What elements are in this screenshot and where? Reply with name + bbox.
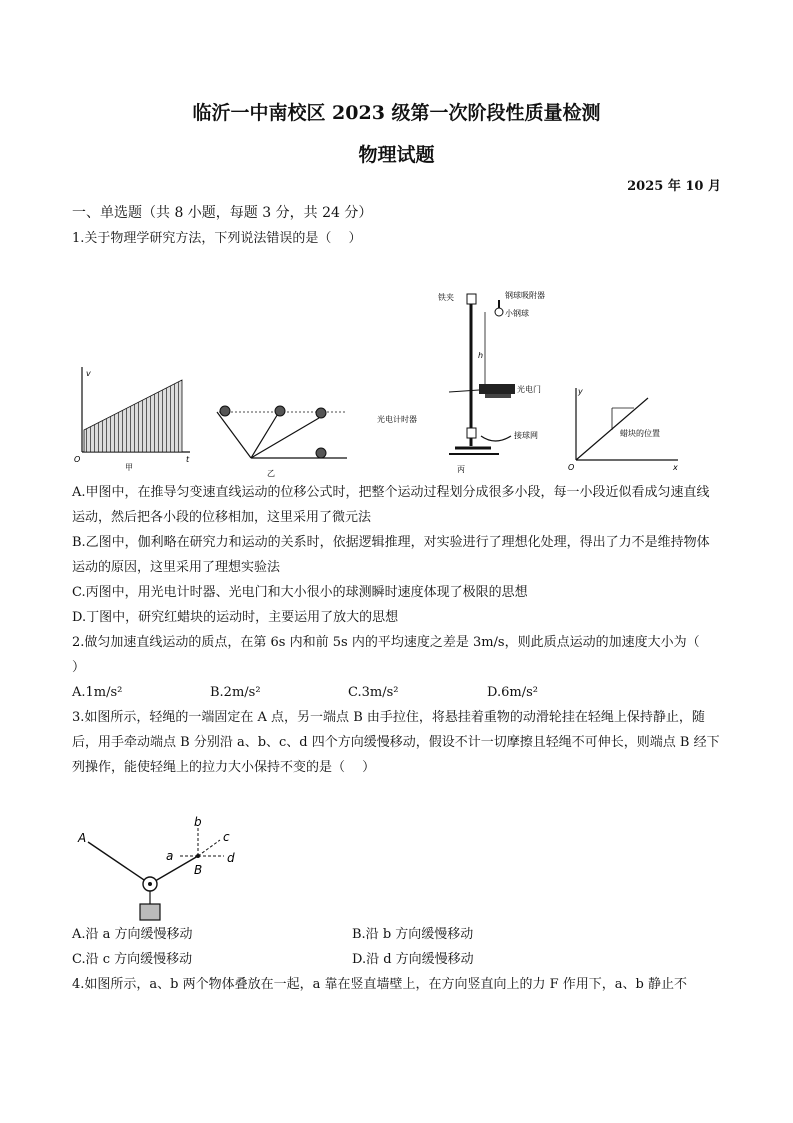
bing-xiaogangqiu: 小钢球 xyxy=(505,309,529,318)
jia-axis-t: t xyxy=(186,455,190,464)
bing-h: h xyxy=(478,351,484,360)
q1-option-a: A.甲图中，在推导匀变速直线运动的位移公式时，把整个运动过程划分成很多小段，每一小段近似看成匀速直线运动，然后把各小段的位移相加，这里采用了微元法 xyxy=(72,485,710,525)
ding-weizhi: 蜡块的位置 xyxy=(620,429,660,438)
ding-axis-x: x xyxy=(673,463,678,472)
q3-option-b: B.沿 b 方向缓慢移动 xyxy=(352,927,474,942)
jia-origin: O xyxy=(74,455,81,464)
q3-option-d: D.沿 d 方向缓慢移动 xyxy=(352,952,474,967)
exam-subtitle: 物理试题 xyxy=(358,144,435,166)
ding-axis-y: y xyxy=(578,387,583,396)
bing-jishiqi: 光电计时器 xyxy=(377,415,417,424)
q3-figure-pulley xyxy=(70,812,245,924)
q1-option-d: D.丁图中，研究红蜡块的运动时，主要运用了放大的思想 xyxy=(72,610,399,625)
jia-axis-v: v xyxy=(86,369,91,378)
q3-option-c: C.沿 c 方向缓慢移动 xyxy=(72,952,193,967)
q3-option-a: A.沿 a 方向缓慢移动 xyxy=(72,927,193,942)
q2-option-d: D.6m/s² xyxy=(487,685,538,700)
exam-title: 临沂一中南校区 2023 级第一次阶段性质量检测 xyxy=(192,102,601,124)
bing-tiejia: 铁夹 xyxy=(438,293,454,302)
section-heading: 一、单选题（共 8 小题，每题 3 分，共 24 分） xyxy=(72,205,373,221)
q3-label-dir-a: a xyxy=(166,849,174,863)
q1-figure-bing xyxy=(375,286,565,476)
q2-stem: 2.做匀加速直线运动的质点，在第 6s 内和前 5s 内的平均速度之差是 3m/s，则此质点运动的加速度大小为（ ） xyxy=(72,635,717,675)
q2-option-a: A.1m/s² xyxy=(72,685,123,700)
q1-option-c: C.丙图中，用光电计时器、光电门和大小很小的球测瞬时速度体现了极限的思想 xyxy=(72,585,528,600)
q1-option-b: B.乙图中，伽利略在研究力和运动的关系时，依据逻辑推理，对实验进行了理想化处理，得出了力不是维持物体运动的原因，这里采用了理想实验法 xyxy=(72,535,710,575)
ding-origin: O xyxy=(568,463,575,472)
bing-label: 丙 xyxy=(457,465,465,474)
q2-option-b: B.2m/s² xyxy=(210,685,261,700)
bing-xiqiu: 钢球吸附器 xyxy=(505,291,545,300)
q1-figure-jia xyxy=(70,362,195,474)
q3-label-a-point: A xyxy=(78,831,87,845)
q3-label-dir-b: b xyxy=(194,815,202,829)
yi-label: 乙 xyxy=(267,469,275,478)
bing-guangdianmen: 光电门 xyxy=(517,385,541,394)
q4-stem: 4.如图所示，a、b 两个物体叠放在一起，a 靠在竖直墙壁上，在方向竖直向上的力 F 作用下，a、b 静止不 xyxy=(72,977,687,992)
q3-label-dir-d: d xyxy=(227,851,235,865)
q2-option-c: C.3m/s² xyxy=(348,685,399,700)
q3-label-b-point: B xyxy=(194,863,203,877)
bing-jieqiuwang: 接球网 xyxy=(514,431,538,440)
q1-figure-ding xyxy=(560,382,685,477)
q1-figure-yi xyxy=(207,400,357,482)
exam-date: 2025 年 10 月 xyxy=(627,179,721,194)
q3-label-dir-c: c xyxy=(223,830,230,844)
q1-stem: 1.关于物理学研究方法，下列说法错误的是（ ） xyxy=(72,231,362,246)
q3-stem: 3.如图所示，轻绳的一端固定在 A 点，另一端点 B 由手拉住，将悬挂着重物的动滑轮挂在轻绳上保持静止，随后，用手牵动端点 B 分别沿 a、b、c、d 四个方向缓慢移动，假设不计一切摩擦且轻绳不可伸长，则端点 B 经下列操作，能使轻绳上的拉力大小保持不变的是（ ） xyxy=(72,710,720,775)
jia-label: 甲 xyxy=(125,463,133,472)
